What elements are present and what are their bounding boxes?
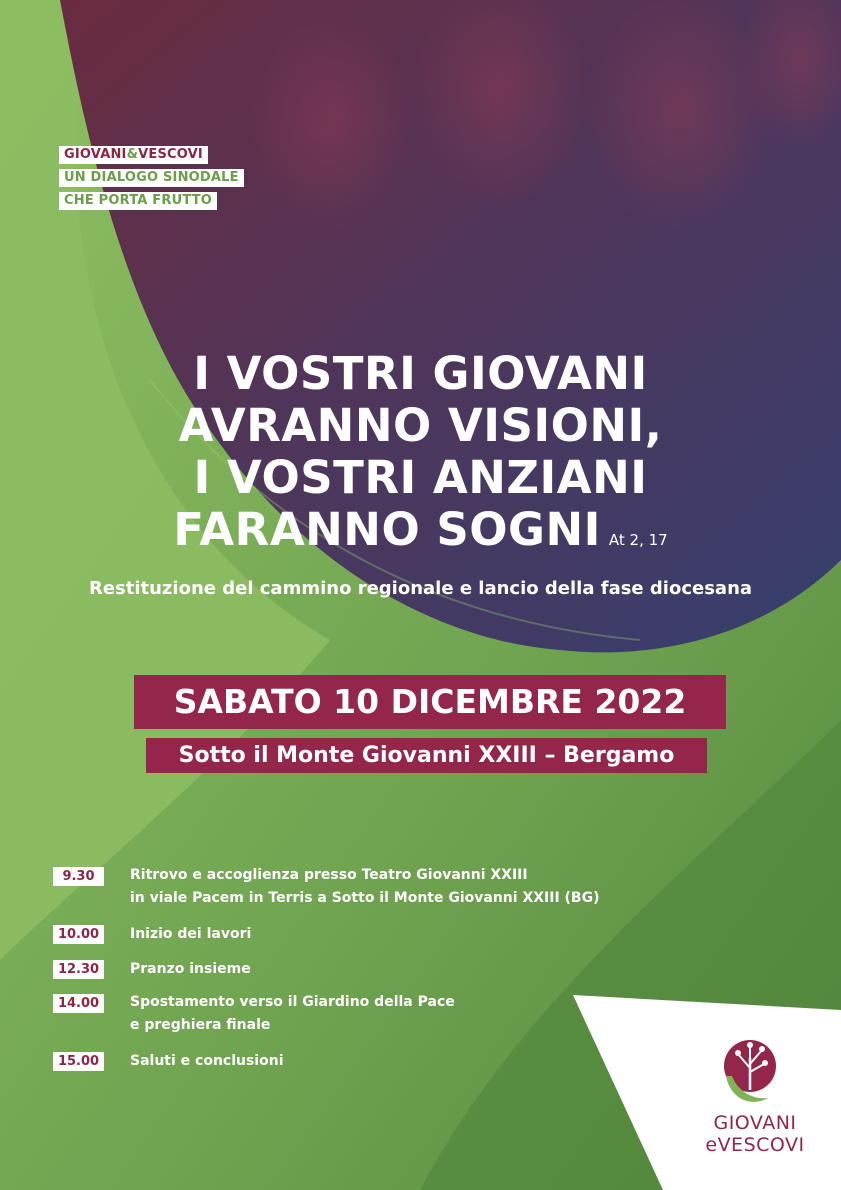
schedule-text: Ritrovo e accoglienza presso Teatro Giovanni XXIII — [130, 867, 528, 883]
schedule-time: 9.30 — [53, 867, 104, 886]
schedule-text: Pranzo insieme — [130, 961, 251, 977]
title-line-1: I VOSTRI GIOVANI — [193, 347, 648, 400]
subtitle: Restituzione del cammino regionale e lancio della fase diocesana — [88, 578, 753, 599]
schedule-time: 15.00 — [53, 1052, 104, 1071]
title-line-2: AVRANNO VISIONI, — [178, 399, 663, 452]
title-line-3: I VOSTRI ANZIANI — [193, 451, 648, 504]
schedule-time: 12.30 — [53, 960, 104, 979]
tagline-line-3: CHE PORTA FRUTTO — [59, 192, 217, 210]
bible-reference: At 2, 17 — [608, 531, 668, 549]
logo-text-line-2: eVESCOVI — [705, 1134, 805, 1156]
schedule-text-continued: in viale Pacem in Terris a Sotto il Monte Giovanni XXIII (BG) — [130, 890, 600, 906]
schedule-text: Inizio dei lavori — [130, 926, 252, 942]
schedule-text: Saluti e conclusioni — [130, 1053, 284, 1069]
event-place: Sotto il Monte Giovanni XXIII – Bergamo — [146, 738, 707, 773]
tagline-line-2: UN DIALOGO SINODALE — [59, 169, 244, 187]
schedule-time: 10.00 — [53, 925, 104, 944]
schedule-time: 14.00 — [53, 994, 104, 1013]
schedule-text: Spostamento verso il Giardino della Pace — [130, 994, 455, 1010]
title-line-4 — [0, 504, 841, 566]
tagline-line-1: GIOVANI&VESCOVI — [59, 146, 208, 164]
title-line-4-text: FARANNO SOGNI — [173, 503, 601, 556]
event-date: SABATO 10 DICEMBRE 2022 — [134, 675, 726, 729]
schedule-text-continued: e preghiera finale — [130, 1017, 271, 1033]
logo-text-line-1: GIOVANI — [713, 1112, 797, 1134]
